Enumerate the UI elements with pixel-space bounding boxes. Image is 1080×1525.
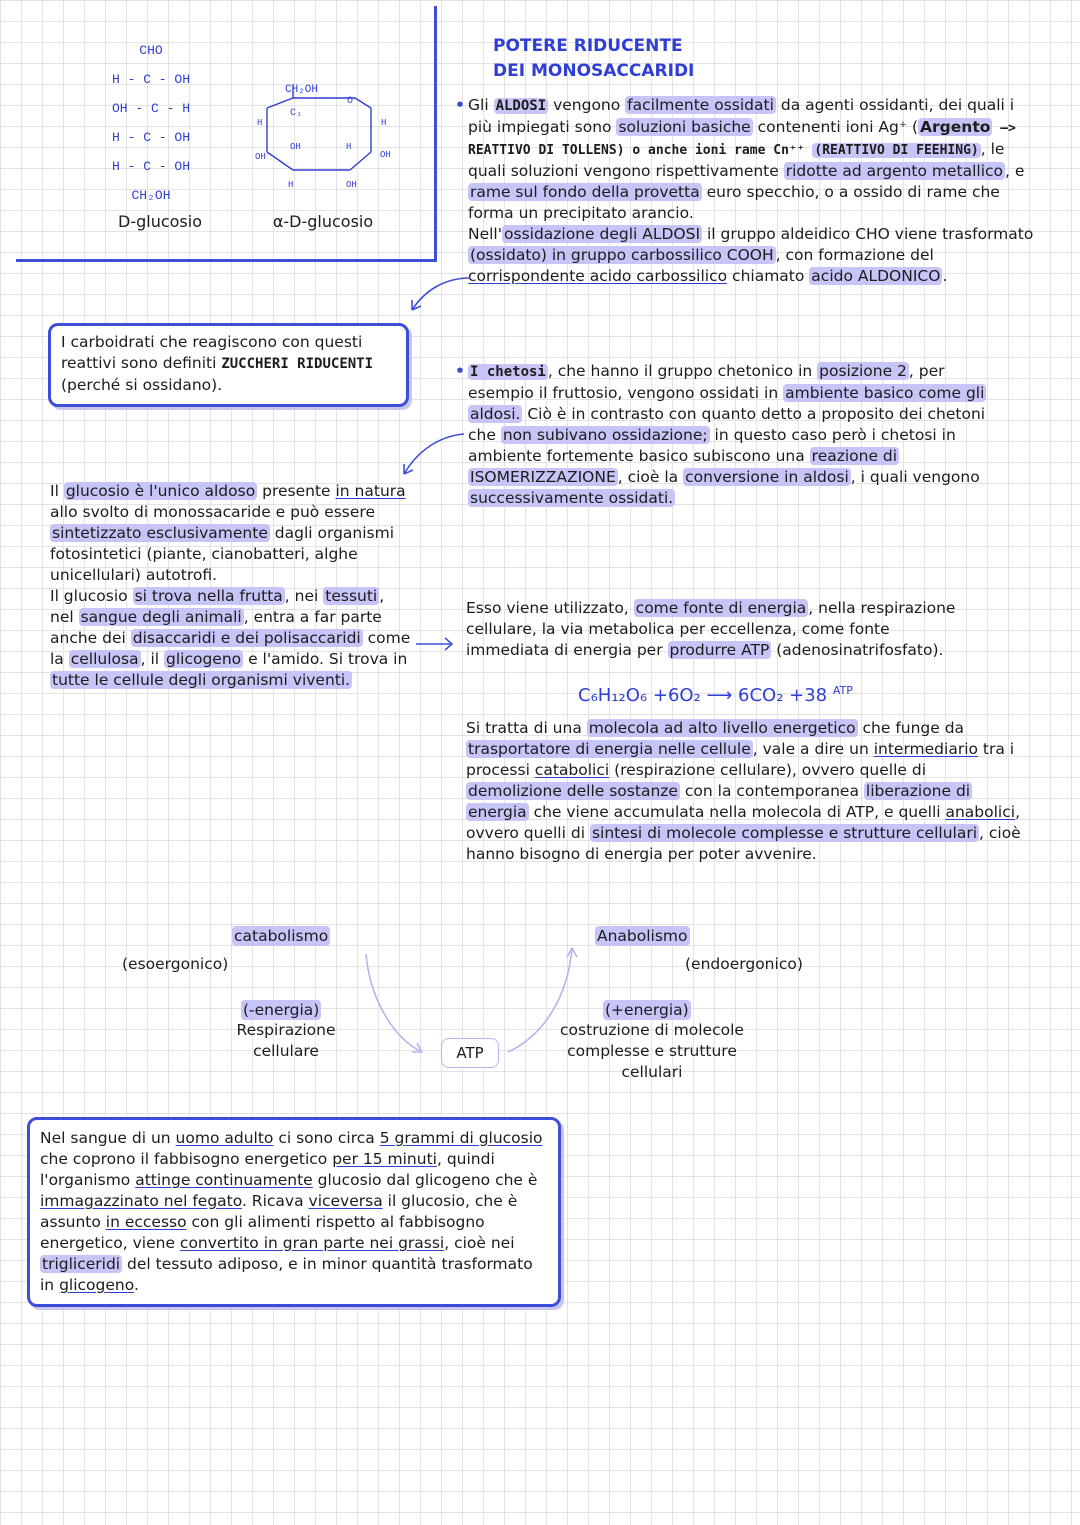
highlight: trasportatore di energia nelle cellule xyxy=(468,740,751,758)
text: I carboidrati che reagiscono con questi reattivi sono definiti xyxy=(61,333,363,372)
text: (adenosinatrifosfato). xyxy=(771,641,944,659)
riducenti-box xyxy=(48,323,409,407)
text: il glucosio, che è assunto xyxy=(40,1192,518,1231)
linear-line-5: H - C - OH xyxy=(111,159,190,174)
text: come la xyxy=(50,629,411,668)
text: (perché si ossidano). xyxy=(61,376,223,394)
aldosi-paragraph xyxy=(455,95,1038,287)
highlight: glucosio è l'unico aldoso xyxy=(65,482,256,500)
catabolismo-label: catabolismo xyxy=(234,927,329,945)
atp-node xyxy=(441,1038,499,1068)
text: , quindi l'organismo xyxy=(40,1150,495,1189)
text: presente xyxy=(257,482,336,500)
linear-line-2: H - C - OH xyxy=(111,72,190,87)
minus-energia-label: (-energia) xyxy=(243,1001,320,1019)
arrow-aldosi-to-box-icon xyxy=(400,270,480,320)
text: , e xyxy=(1005,162,1025,180)
text: contenenti ioni Ag⁺ ( xyxy=(752,118,919,136)
endoergonico-label: (endoergonico) xyxy=(685,955,803,973)
esoergonico-label: (esoergonico) xyxy=(122,955,229,973)
text: , cioè nei xyxy=(444,1234,515,1252)
text: —> REATTIVO DI TOLLENS) o anche ioni rame Cn⁺⁺ xyxy=(468,121,1016,158)
underline: per 15 minuti xyxy=(332,1150,437,1168)
section-title-line-1: POTERE RIDUCENTE xyxy=(493,36,683,56)
text: Si tratta di una xyxy=(466,719,587,737)
text: , con formazione del xyxy=(775,246,934,264)
chetosi-paragraph xyxy=(455,361,988,509)
highlight: come fonte di energia xyxy=(635,599,807,617)
text: , le quali soluzioni vengono rispettivamente xyxy=(468,140,1005,180)
underline: convertito in gran parte nei grassi xyxy=(179,1234,445,1252)
text: Esso viene utilizzato, xyxy=(466,599,634,617)
structures-panel xyxy=(0,0,440,265)
highlight: posizione 2 xyxy=(819,362,907,380)
highlight: cellulosa xyxy=(70,650,139,668)
highlight: (REATTIVO DI FEEHING) xyxy=(814,143,979,158)
text: Nel sangue di un xyxy=(40,1129,176,1147)
text: , nei xyxy=(284,587,324,605)
highlight: acido ALDONICO xyxy=(811,267,941,285)
costruzione-label: costruzione di molecole complesse e strutture cellulari xyxy=(560,1021,744,1081)
text: , nella respirazione cellulare, la via metabolica per eccellenza, come fonte immediata di energia per xyxy=(466,599,956,659)
underline: immagazzinato nel fegato xyxy=(40,1192,242,1210)
plus-energia-label: (+energia) xyxy=(605,1001,689,1019)
text: Gli xyxy=(468,96,494,114)
ring-h-right: H xyxy=(381,118,387,128)
equation-text: C₆H₁₂O₆ +6O₂ ⟶ 6CO₂ +38 xyxy=(578,685,828,706)
ring-oxygen: O xyxy=(347,96,354,107)
text: Il glucosio xyxy=(50,587,133,605)
highlight: tutte le cellule degli organismi viventi. xyxy=(52,671,351,689)
highlight: tessuti xyxy=(325,587,378,605)
text: in questo caso però i chetosi in ambiente fortemente basico subiscono una xyxy=(468,426,956,465)
underline: 5 grammi di glucosio xyxy=(379,1129,543,1147)
highlight: Argento xyxy=(920,118,991,136)
text: . xyxy=(942,267,948,285)
highlight: sangue degli animali xyxy=(80,608,242,626)
underline: in eccesso xyxy=(105,1213,187,1231)
highlight: ridotte ad argento metallico xyxy=(785,162,1004,180)
text: , nel xyxy=(50,587,385,626)
text: , vale a dire un xyxy=(752,740,874,758)
text: da agenti ossidanti, dei quali i più impiegati sono xyxy=(468,96,1015,136)
text: , per esempio il fruttosio, vengono ossidati in xyxy=(468,362,945,402)
ring-glucose-caption: α-D-glucosio xyxy=(272,212,374,231)
highlight: produrre ATP xyxy=(669,641,770,659)
linear-line-4: H - C - OH xyxy=(111,130,190,145)
underline: catabolici xyxy=(534,761,610,779)
ring-c1-label: C₁ xyxy=(290,108,303,119)
atp-description-paragraph xyxy=(466,718,1026,865)
highlight: sintesi di molecole complesse e strutture cellulari xyxy=(591,824,978,842)
underline: uomo adulto xyxy=(175,1129,274,1147)
text: Il xyxy=(50,482,64,500)
ring-top-group: CH₂OH xyxy=(285,84,319,96)
text: ci sono circa xyxy=(273,1129,380,1147)
anabolismo-label: Anabolismo xyxy=(597,927,688,945)
bullet-icon: • xyxy=(455,362,465,380)
underline: attinge continuamente xyxy=(135,1171,313,1189)
text: . xyxy=(133,1276,139,1294)
highlight: ambiente basico come gli aldosi. xyxy=(470,384,985,423)
highlight: si trova nella frutta xyxy=(134,587,283,605)
text: dagli organismi fotosintetici (piante, cianobatteri, alghe unicellulari) autotrofi. xyxy=(50,524,395,584)
linear-line-3: OH - C - H xyxy=(111,101,190,116)
text: , cioè la xyxy=(617,468,684,486)
highlight: successivamente ossidati. xyxy=(470,489,674,507)
ring-oh-bottom: OH xyxy=(346,180,357,190)
highlight: I chetosi xyxy=(470,364,546,380)
text: (respirazione cellulare), ovvero quelle di xyxy=(609,761,926,779)
text: del tessuto adiposo, e in minor quantità trasformato in xyxy=(40,1255,533,1294)
text: il gruppo aldeidico CHO viene trasformato xyxy=(702,225,1034,243)
underline: glicogeno xyxy=(59,1276,134,1294)
text: . Ricava xyxy=(241,1192,309,1210)
text: chiamato xyxy=(727,267,810,285)
glucosio-paragraph xyxy=(50,481,412,691)
bullet-icon: • xyxy=(455,96,465,114)
text: euro specchio, o a ossido di rame che forma un precipitato arancio. xyxy=(468,183,1000,222)
caps-text: ZUCCHERI RIDUCENTI xyxy=(221,356,374,372)
text: , ovvero quelli di xyxy=(466,803,1021,842)
text: , che hanno il gruppo chetonico in xyxy=(547,362,818,380)
text: , i quali vengono xyxy=(850,468,980,486)
highlight: liberazione di energia xyxy=(468,782,971,821)
sangue-box xyxy=(27,1117,561,1307)
underline: corrispondente acido carbossilico xyxy=(468,267,728,285)
atp-node-label: ATP xyxy=(456,1044,484,1062)
linear-line-6: CH₂OH xyxy=(131,188,171,203)
text: con la contemporanea xyxy=(679,782,864,800)
highlight: sintetizzato esclusivamente xyxy=(52,524,268,542)
highlight: disaccaridi e dei polisaccaridi xyxy=(132,629,361,647)
respiration-equation xyxy=(578,684,853,706)
highlight: trigliceridi xyxy=(42,1255,121,1273)
energia-paragraph xyxy=(466,598,976,661)
text: , entra a far parte anche dei xyxy=(50,608,382,647)
highlight: rame sul fondo della provetta xyxy=(470,183,700,201)
highlight: non subivano ossidazione; xyxy=(502,426,708,444)
underline: viceversa xyxy=(308,1192,383,1210)
text: che funge da xyxy=(857,719,965,737)
highlight: molecola ad alto livello energetico xyxy=(588,719,856,737)
linear-glucose-structure xyxy=(96,36,206,210)
text: allo svolto di monossacaride e può essere xyxy=(50,503,375,521)
text: Ciò è in contrasto con quanto detto a proposito dei chetoni che xyxy=(468,405,986,444)
ring-h-mid: H xyxy=(346,142,352,152)
text: Nell' xyxy=(468,225,503,243)
highlight: facilmente ossidati xyxy=(627,96,774,114)
underline: in natura xyxy=(335,482,406,500)
highlight: glicogeno xyxy=(166,650,242,668)
highlight: ALDOSI xyxy=(495,98,547,114)
ring-oh-right: OH xyxy=(380,150,391,160)
highlight: (ossidato) in gruppo carbossilico COOH xyxy=(470,246,774,264)
highlight: soluzioni basiche xyxy=(618,118,751,136)
highlight: ossidazione degli ALDOSI xyxy=(504,225,701,243)
text: che coprono il fabbisogno energetico xyxy=(40,1150,333,1168)
ring-h-left: H xyxy=(257,118,263,128)
equation-atp: ATP xyxy=(832,684,853,697)
underline: anabolici xyxy=(945,803,1016,821)
panel-divider-vertical xyxy=(434,6,437,262)
text: con gli alimenti rispetto al fabbisogno energetico, viene xyxy=(40,1213,485,1252)
section-title xyxy=(493,34,694,84)
text: , cioè hanno bisogno di energia per poter avvenire. xyxy=(466,824,1021,863)
ring-oh-left: OH xyxy=(255,152,266,162)
panel-divider-horizontal xyxy=(16,259,437,262)
ring-h-bottom: H xyxy=(288,180,294,190)
text: vengono xyxy=(548,96,626,114)
text: e l'amido. Si trova in xyxy=(243,650,408,668)
text: glucosio dal glicogeno che è xyxy=(312,1171,538,1189)
text: tra i processi xyxy=(466,740,1015,779)
highlight: demolizione delle sostanze xyxy=(468,782,678,800)
ring-glucose-bonds xyxy=(245,80,405,195)
linear-glucose-caption: D-glucosio xyxy=(118,212,202,231)
text: che viene accumulata nella molecola di ATP, e quelli xyxy=(528,803,946,821)
highlight: reazione di ISOMERIZZAZIONE xyxy=(470,447,898,486)
underline: intermediario xyxy=(873,740,978,758)
arrow-glucosio-to-energia-icon xyxy=(414,634,458,654)
respirazione-label: Respirazione cellulare xyxy=(236,1021,336,1060)
ring-oh-mid: OH xyxy=(290,142,301,152)
linear-line-1: CHO xyxy=(139,43,163,58)
text: , il xyxy=(140,650,164,668)
highlight: conversione in aldosi xyxy=(685,468,849,486)
section-title-line-2: DEI MONOSACCARIDI xyxy=(493,61,695,81)
